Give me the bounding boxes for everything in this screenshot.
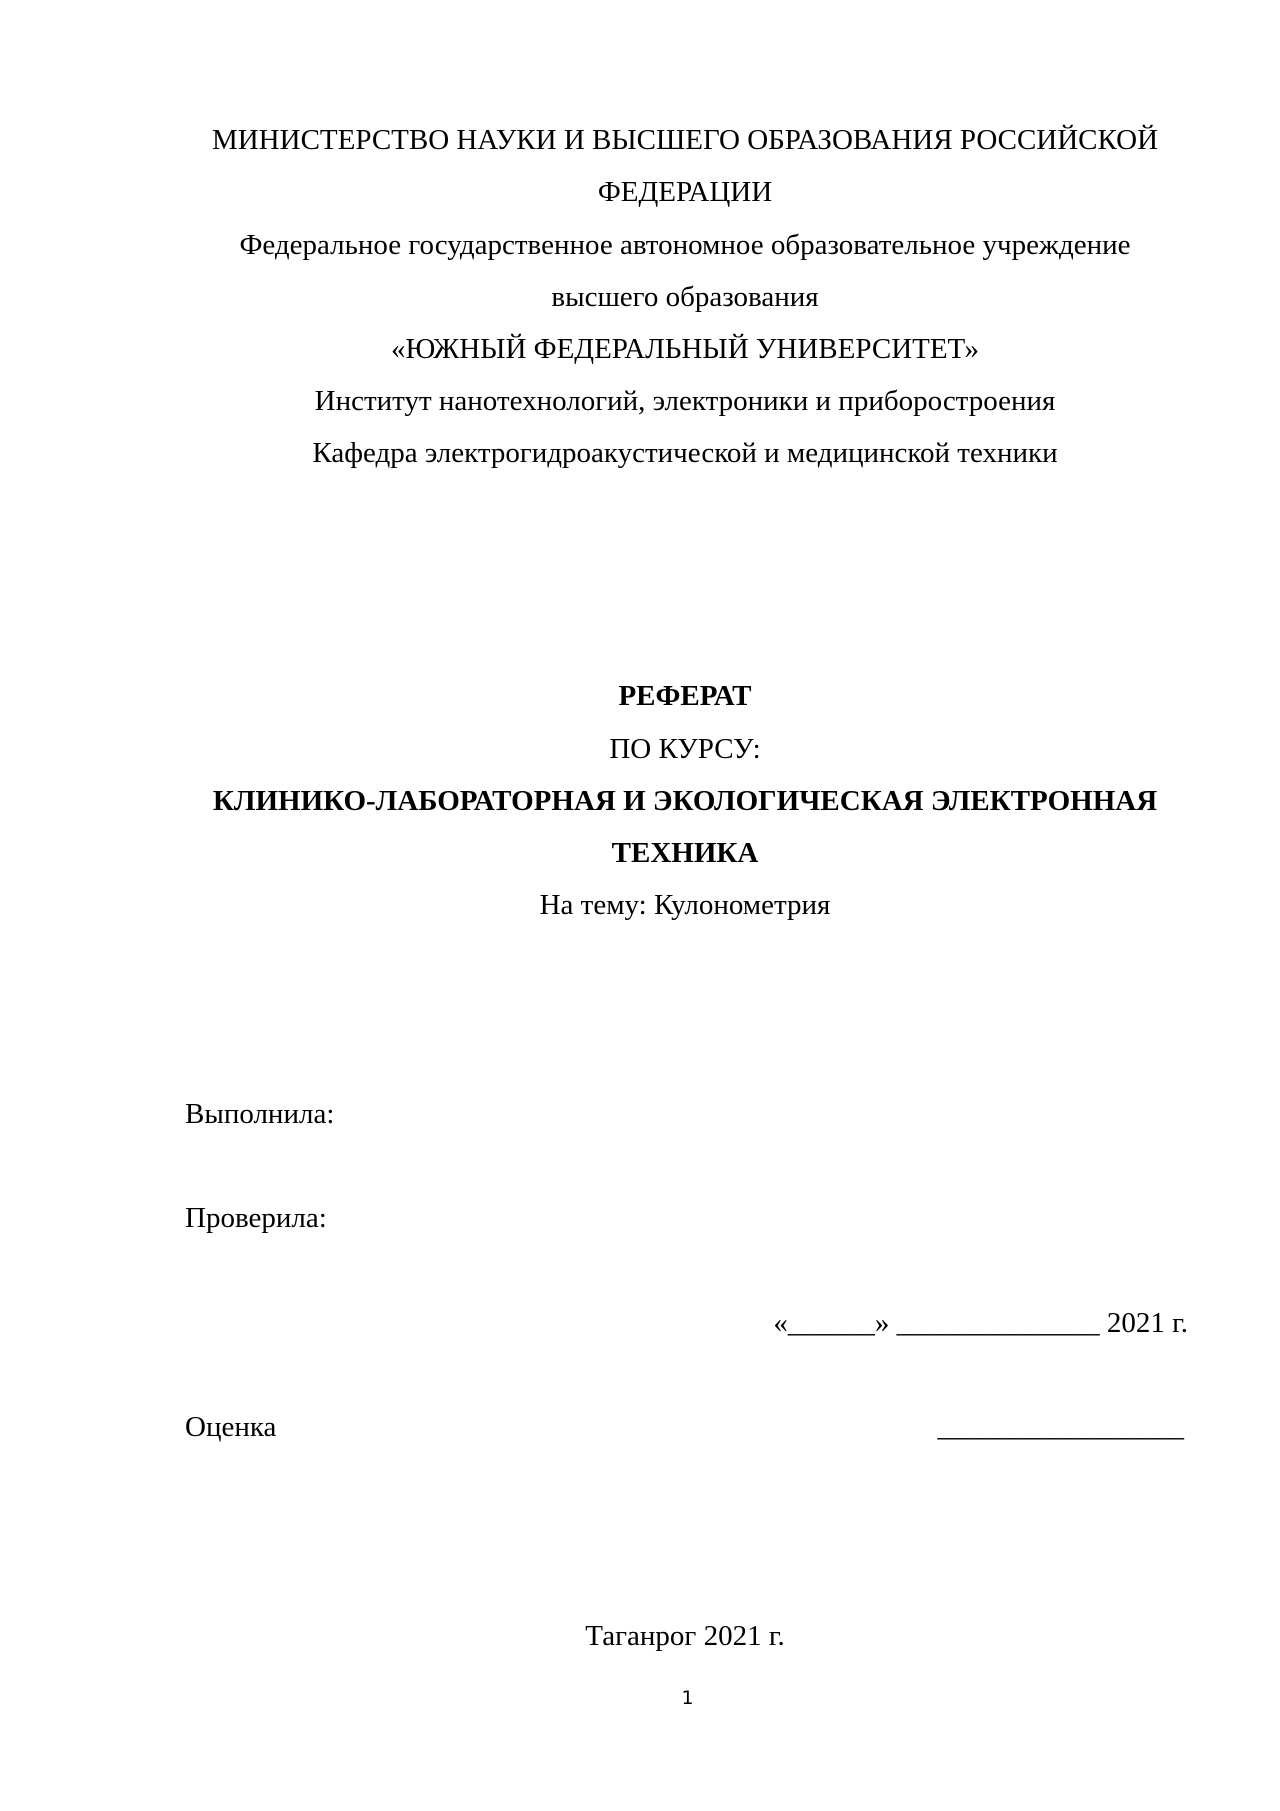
document-type-title: РЕФЕРАТ — [618, 680, 752, 712]
topic-line: На тему: Кулонометрия — [539, 889, 831, 921]
performed-by-label: Выполнила: — [185, 1098, 335, 1130]
ministry-line-1: МИНИСТЕРСТВО НАУКИ И ВЫСШЕГО ОБРАЗОВАНИЯ РОССИЙСКОЙ — [211, 124, 1159, 156]
course-title-line-1: КЛИНИКО-ЛАБОРАТОРНАЯ И ЭКОЛОГИЧЕСКАЯ ЭЛЕКТРОННАЯ — [212, 785, 1158, 817]
institute-name: Институт нанотехнологий, электроники и приборостроения — [314, 385, 1056, 417]
course-label: ПО КУРСУ: — [609, 733, 761, 765]
grade-blank-line: _________________ — [937, 1411, 1184, 1443]
page-number: 1 — [681, 1687, 694, 1709]
city-year: Таганрог 2021 г. — [585, 1620, 785, 1652]
date-line: «______» ______________ 2021 г. — [773, 1307, 1188, 1339]
grade-label: Оценка — [185, 1411, 277, 1443]
department-name: Кафедра электрогидроакустической и медицинской техники — [312, 437, 1058, 469]
ministry-line-2: ФЕДЕРАЦИИ — [597, 176, 773, 208]
checked-by-label: Проверила: — [185, 1202, 327, 1234]
university-name: «ЮЖНЫЙ ФЕДЕРАЛЬНЫЙ УНИВЕРСИТЕТ» — [390, 333, 980, 365]
institution-line-2: высшего образования — [551, 281, 819, 313]
institution-line-1: Федеральное государственное автономное образовательное учреждение — [239, 229, 1131, 261]
course-title-line-2: ТЕХНИКА — [611, 837, 759, 869]
